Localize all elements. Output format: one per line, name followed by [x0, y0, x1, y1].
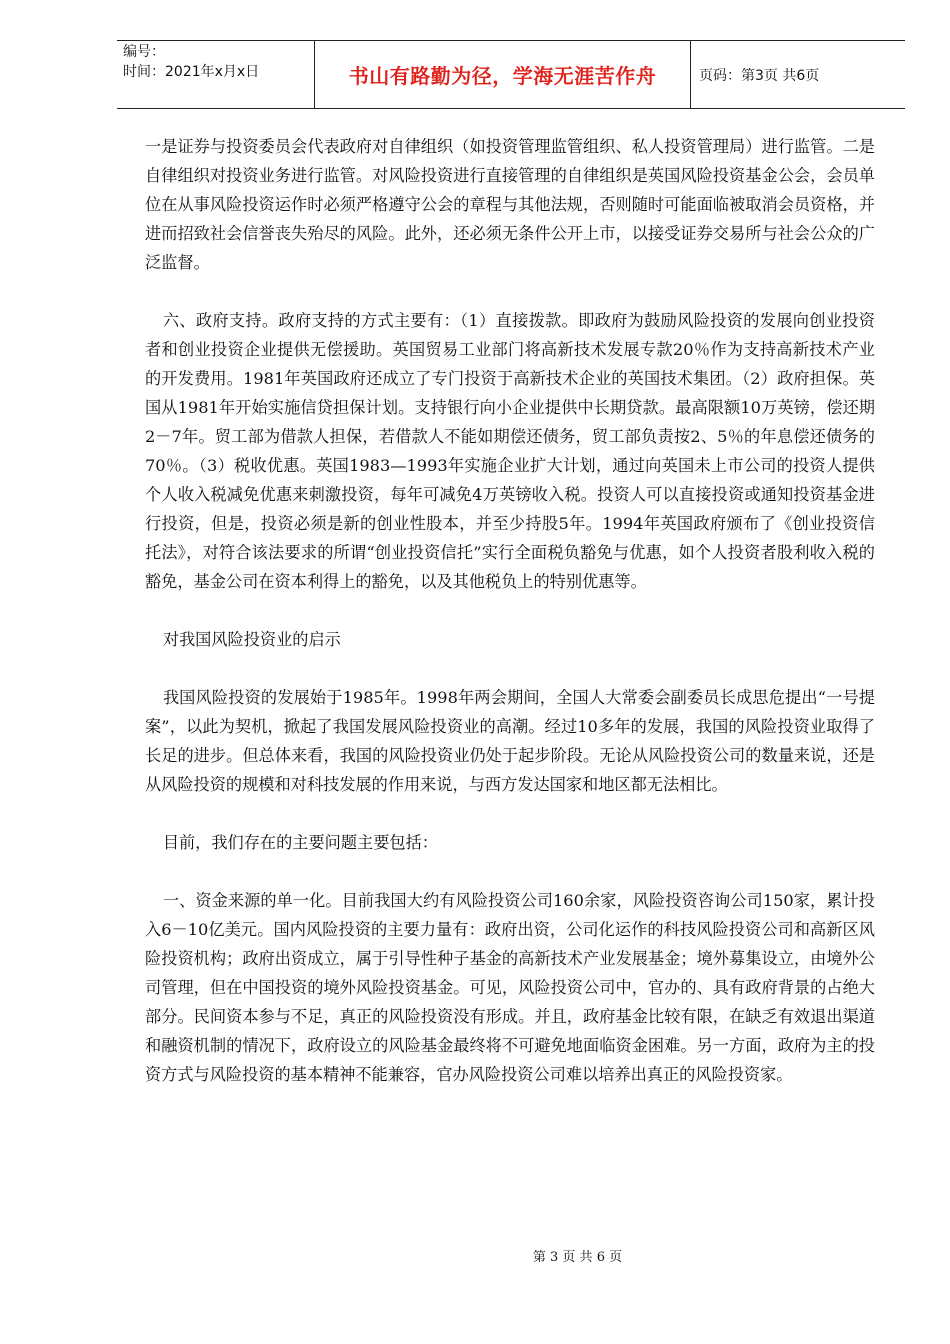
paragraph-china-development: 我国风险投资的发展始于1985年。1998年两会期间，全国人大常委会副委员长成思危提出“一号提案”，以此为契机，掀起了我国发展风险投资业的高潮。经过10多年的发展，我国的风险投资业取得了长足的进步。但总体来看，我国的风险投资业仍处于起步阶段。无论从风险投资公司的数量来说，还是从风险投资的规模和对科技发展的作用来说，与西方发达国家和地区都无法相比。: [145, 688, 875, 794]
header-page-label: 页码：第3页 共6页: [699, 67, 820, 84]
paragraph-government-support: 六、政府支持。政府支持的方式主要有：（1）直接拨款。即政府为鼓励风险投资的发展向创业投资者和创业投资企业提供无偿援助。英国贸易工业部门将高新技术发展专款20％作为支持高新技术产业的开发费用。1981年英国政府还成立了专门投资于高新技术企业的英国技术集团。（2）政府担保。英国从1981年开始实施信贷担保计划。支持银行向小企业提供中长期贷款。最高限额10万英镑，偿还期2－7年。贸工部为借款人担保，若借款人不能如期偿还债务，贸工部负责按2、5％的年息偿还债务的70％。（3）税收优惠。英国1983—1993年实施企业扩大计划，通过向英国未上市公司的投资人提供个人收入税减免优惠来刺激投资，每年可减免4万英镑收入税。投资人可以直接投资或通知投资基金进行投资，但是，投资必须是新的创业性股本，并至少持股5年。1994年英国政府颁布了《创业投资信托法》，对符合该法要求的所谓“创业投资信托”实行全面税负豁免与优惠，如个人投资者股利收入税的豁免，基金公司在资本利得上的豁免，以及其他税负上的特别优惠等。: [145, 311, 875, 591]
header-time-label: 时间：2021年x月x日: [123, 64, 260, 80]
paragraph-regulation: 一是证券与投资委员会代表政府对自律组织（如投资管理监管组织、私人投资管理局）进行监管。二是自律组织对投资业务进行监管。对风险投资进行直接管理的自律组织是英国风险投资基金公会，会员单位在从事风险投资运作时必须严格遵守公会的章程与其他法规，否则随时可能面临被取消会员资格，并进而招致社会信誉丧失殆尽的风险。此外，还必须无条件公开上市，以接受证券交易所与社会公众的广泛监督。: [145, 137, 875, 272]
page-footer: 第 3 页 共 6 页: [532, 1250, 623, 1265]
document-body: [145, 132, 875, 1118]
paragraph-problems-intro: 目前，我们存在的主要问题主要包括：: [162, 833, 438, 852]
header-meta: [117, 41, 315, 108]
page-header: [117, 40, 905, 109]
section-heading-implications: 对我国风险投资业的启示: [162, 630, 341, 649]
header-motto: 书山有路勤为径，学海无涯苦作舟: [315, 41, 691, 108]
header-number-label: 编号：: [123, 44, 165, 60]
paragraph-funding-source: 一、资金来源的单一化。目前我国大约有风险投资公司160余家，风险投资咨询公司150家，累计投入6－10亿美元。国内风险投资的主要力量有：政府出资，公司化运作的科技风险投资公司和高新区风险投资机构；政府出资成立，属于引导性种子基金的高新技术产业发展基金；境外募集设立，由境外公司管理，但在中国投资的境外风险投资基金。可见，风险投资公司中，官办的、具有政府背景的占绝大部分。民间资本参与不足，真正的风险投资没有形成。并且，政府基金比较有限，在缺乏有效退出渠道和融资机制的情况下，政府设立的风险基金最终将不可避免地面临资金困难。另一方面，政府为主的投资方式与风险投资的基本精神不能兼容，官办风险投资公司难以培养出真正的风险投资家。: [145, 891, 875, 1084]
